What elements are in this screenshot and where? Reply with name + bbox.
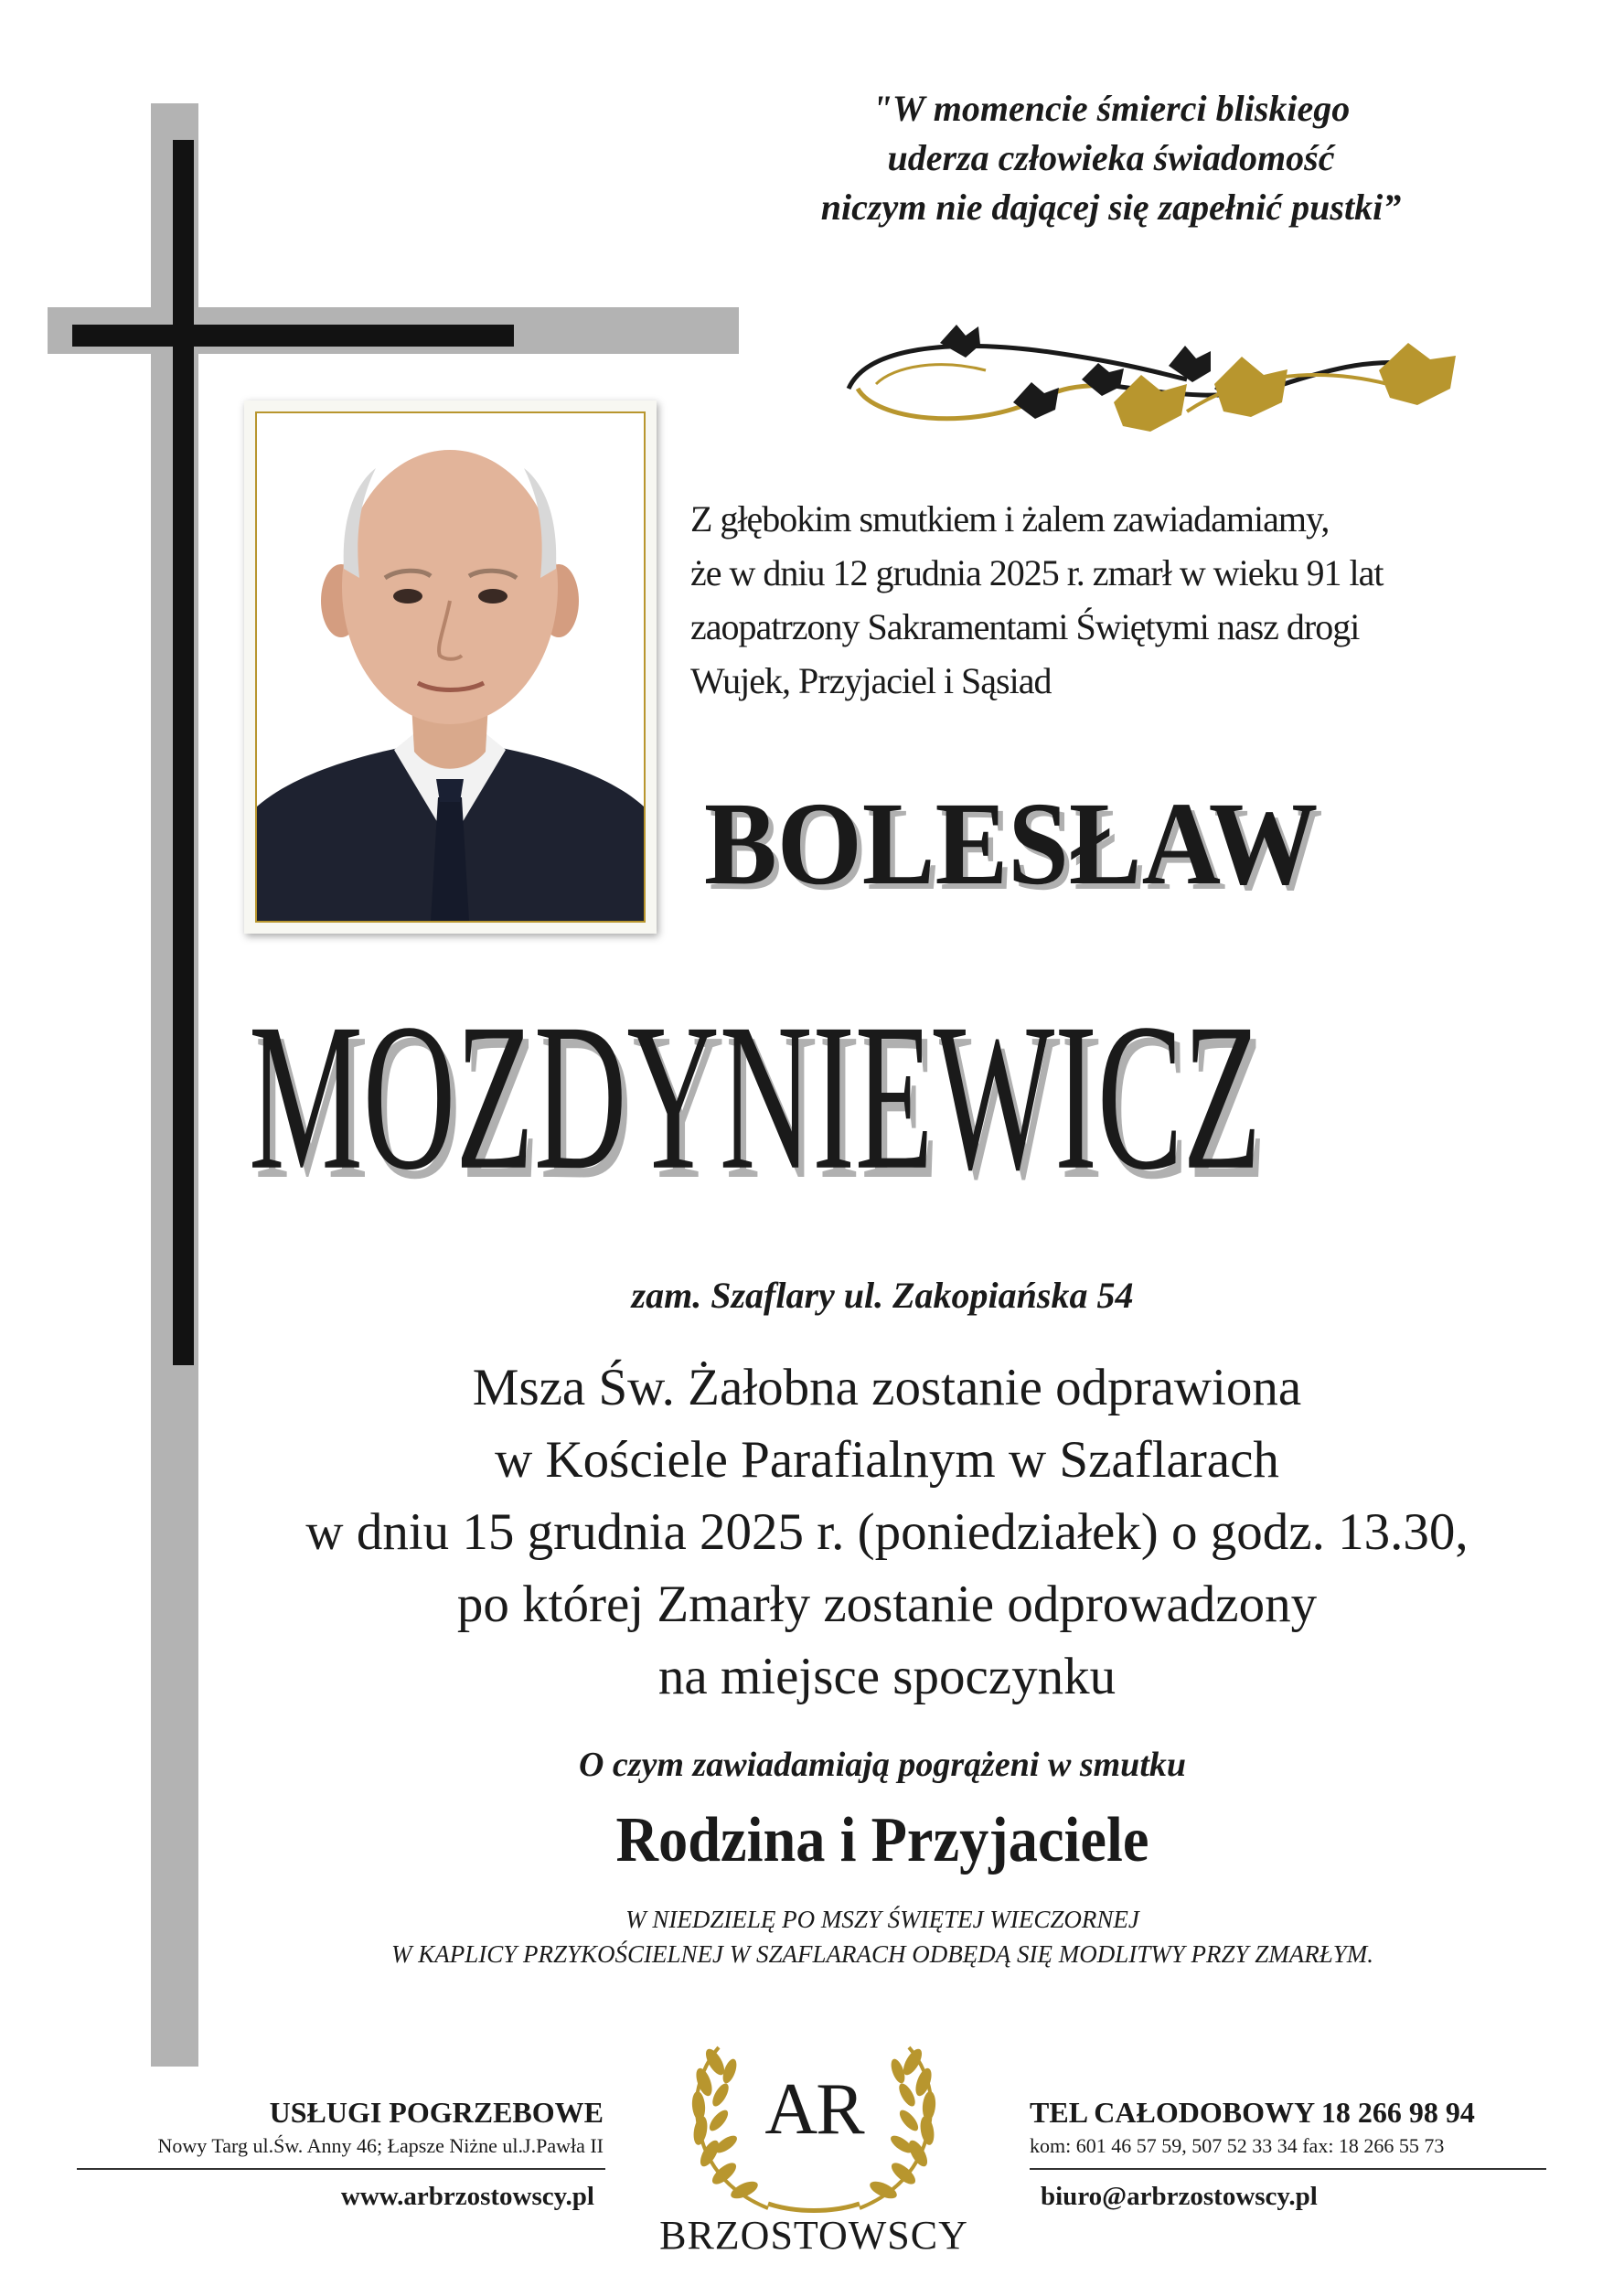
portrait-man-icon <box>257 413 644 921</box>
quote-line: niczym nie dającej się zapełnić pustki” <box>820 187 1402 228</box>
family-signature: Rodzina i Przyjaciele <box>615 1805 1149 1875</box>
quote-line: uderza człowieka świadomość <box>887 137 1335 178</box>
prayer-line: W NIEDZIELĘ PO MSZY ŚWIĘTEJ WIECZORNEJ <box>625 1906 1139 1933</box>
mass-line: w dniu 15 grudnia 2025 r. (poniedziałek) o godz. 13.30, <box>305 1503 1469 1561</box>
intro-line: zaopatrzony Sakramentami Świętymi nasz drogi <box>690 606 1360 647</box>
mass-line: Msza Św. Żałobna zostanie odprawiona <box>472 1359 1302 1416</box>
footer-divider-right <box>1030 2168 1546 2170</box>
logo-letters: AR <box>764 2069 863 2150</box>
prayer-line: W KAPLICY PRZYKOŚCIELNEJ W SZAFLARACH ODBĘDĄ SIĘ MODLITWY PRZY ZMARŁYM. <box>390 1940 1374 1968</box>
portrait-photo <box>255 411 646 923</box>
website-link[interactable]: www.arbrzostowscy.pl <box>340 2182 594 2211</box>
mass-line: w Kościele Parafialnym w Szaflarach <box>495 1431 1279 1489</box>
announcement-text: O czym zawiadamiają pogrążeni w smutku <box>578 1746 1187 1784</box>
deceased-address: zam. Szaflary ul. Zakopiańska 54 <box>631 1275 1134 1316</box>
portrait-frame <box>244 401 657 934</box>
epitaph-quote <box>631 84 1591 232</box>
quote-line: "W momencie śmierci bliskiego <box>871 88 1351 129</box>
cross-black-horizontal <box>72 325 514 347</box>
cross-black-vertical <box>173 140 194 1365</box>
mass-line: na miejsce spoczynku <box>657 1648 1116 1705</box>
intro-line: Wujek, Przyjaciel i Sąsiad <box>690 660 1052 701</box>
email-link[interactable]: biuro@arbrzostowscy.pl <box>1041 2182 1318 2211</box>
prayer-notice <box>229 1902 1536 1971</box>
intro-text <box>690 492 1559 708</box>
intro-line: że w dniu 12 grudnia 2025 r. zmarł w wieku 91 lat <box>690 552 1384 593</box>
deceased-last-name: MOZDYNIEWICZ <box>249 980 1262 1213</box>
phone-numbers: kom: 601 46 57 59, 507 52 33 34 fax: 18 266 55 73 <box>1030 2134 1445 2157</box>
funeral-mass-info <box>219 1351 1555 1713</box>
footer-divider-left <box>77 2168 605 2170</box>
logo-company-name: BRZOSTOWSCY <box>659 2213 968 2258</box>
funeral-services-title: USŁUGI POGRZEBOWE <box>269 2096 604 2129</box>
deceased-first-name: BOLESŁAW <box>704 778 1319 910</box>
funeral-services-address: Nowy Targ ul.Św. Anny 46; Łapsze Niżne ul.J.Pawła II <box>157 2134 604 2157</box>
intro-line: Z głębokim smutkiem i żalem zawiadamiamy, <box>690 498 1330 539</box>
mass-line: po której Zmarły zostanie odprowadzony <box>456 1576 1318 1633</box>
leaf-ornament-icon <box>839 302 1480 466</box>
phone-24h-title: TEL CAŁODOBOWY 18 266 98 94 <box>1030 2096 1475 2129</box>
